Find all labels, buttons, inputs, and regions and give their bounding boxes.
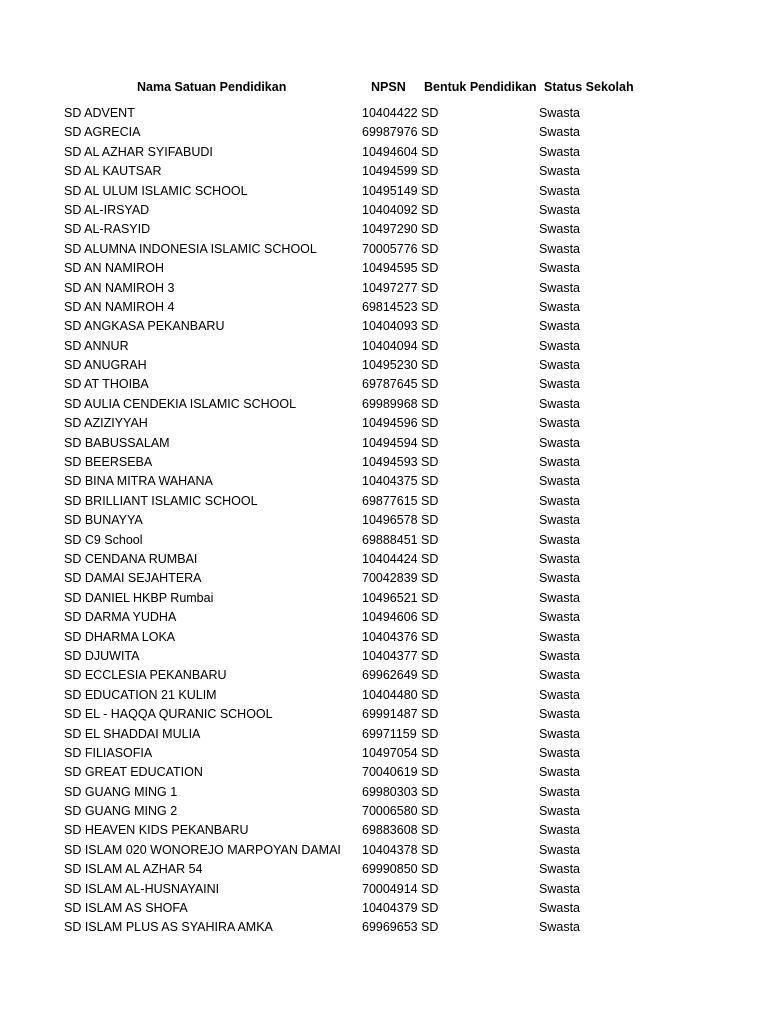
table-row [0,531,768,550]
cell-npsn: 10404093 [362,319,418,334]
cell-bentuk: SD [421,629,439,644]
cell-bentuk: SD [421,493,439,508]
cell-status: Swasta [539,842,580,857]
cell-nama: SD ANNUR [64,338,129,353]
cell-npsn: 69814523 [362,299,418,314]
cell-nama: SD ISLAM AL-HUSNAYAINI [64,881,220,896]
cell-nama: SD FILIASOFIA [64,745,153,760]
cell-npsn: 10494595 [362,261,418,276]
cell-nama: SD DANIEL HKBP Rumbai [64,590,214,605]
table-row [0,375,768,394]
cell-bentuk: SD [421,726,439,741]
cell-bentuk: SD [421,901,439,916]
table-row [0,821,768,840]
cell-npsn: 10494599 [362,164,418,179]
cell-npsn: 69962649 [362,668,418,683]
cell-status: Swasta [539,164,580,179]
cell-bentuk: SD [421,377,439,392]
table-row [0,104,768,123]
cell-npsn: 69787645 [362,377,418,392]
cell-nama: SD DAMAI SEJAHTERA [64,571,202,586]
cell-status: Swasta [539,532,580,547]
cell-npsn: 10404424 [362,551,418,566]
cell-npsn: 69987976 [362,125,418,140]
cell-status: Swasta [539,804,580,819]
cell-bentuk: SD [421,261,439,276]
cell-npsn: 69969653 [362,920,418,935]
cell-bentuk: SD [421,164,439,179]
cell-nama: SD EL - HAQQA QURANIC SCHOOL [64,707,273,722]
table-row [0,589,768,608]
cell-npsn: 10497277 [362,280,418,295]
table-header [0,78,768,98]
cell-bentuk: SD [421,745,439,760]
cell-status: Swasta [539,881,580,896]
cell-npsn: 10404378 [362,842,418,857]
table-body [0,104,768,938]
table-row [0,240,768,259]
cell-nama: SD AN NAMIROH 3 [64,280,175,295]
table-row [0,220,768,239]
cell-status: Swasta [539,222,580,237]
table-row [0,434,768,453]
cell-status: Swasta [539,610,580,625]
cell-bentuk: SD [421,474,439,489]
cell-bentuk: SD [421,183,439,198]
cell-nama: SD CENDANA RUMBAI [64,551,198,566]
table-row [0,783,768,802]
cell-nama: SD AN NAMIROH 4 [64,299,175,314]
table-row [0,628,768,647]
table-row [0,298,768,317]
cell-bentuk: SD [421,222,439,237]
cell-nama: SD AGRECIA [64,125,141,140]
cell-nama: SD BRILLIANT ISLAMIC SCHOOL [64,493,258,508]
cell-nama: SD ALUMNA INDONESIA ISLAMIC SCHOOL [64,241,317,256]
cell-npsn: 10494594 [362,435,418,450]
table-row [0,492,768,511]
cell-npsn: 69971159 [362,726,417,741]
cell-bentuk: SD [421,784,439,799]
table-row [0,686,768,705]
cell-bentuk: SD [421,765,439,780]
cell-nama: SD ISLAM AL AZHAR 54 [64,862,203,877]
cell-bentuk: SD [421,823,439,838]
cell-nama: SD AN NAMIROH [64,261,165,276]
cell-npsn: 70042839 [362,571,418,586]
cell-bentuk: SD [421,455,439,470]
cell-npsn: 70040619 [362,765,418,780]
cell-npsn: 70006580 [362,804,418,819]
cell-npsn: 69990850 [362,862,418,877]
cell-npsn: 10404094 [362,338,418,353]
cell-nama: SD BEERSEBA [64,455,153,470]
cell-nama: SD ANUGRAH [64,358,147,373]
cell-nama: SD EDUCATION 21 KULIM [64,687,217,702]
cell-npsn: 10494606 [362,610,418,625]
cell-nama: SD AL-IRSYAD [64,202,150,217]
cell-bentuk: SD [421,338,439,353]
cell-npsn: 10497054 [362,745,418,760]
cell-bentuk: SD [421,416,439,431]
cell-status: Swasta [539,202,580,217]
cell-nama: SD BINA MITRA WAHANA [64,474,213,489]
cell-bentuk: SD [421,241,439,256]
table-row [0,337,768,356]
table-row [0,472,768,491]
cell-nama: SD DHARMA LOKA [64,629,176,644]
cell-bentuk: SD [421,551,439,566]
cell-nama: SD GUANG MING 1 [64,784,178,799]
cell-npsn: 10404422 [362,106,418,120]
cell-status: Swasta [539,920,580,935]
cell-npsn: 69991487 [362,707,418,722]
cell-status: Swasta [539,784,580,799]
cell-status: Swasta [539,590,580,605]
table-row [0,414,768,433]
cell-npsn: 69888451 [362,532,418,547]
cell-status: Swasta [539,493,580,508]
cell-nama: SD C9 School [64,532,143,547]
cell-bentuk: SD [421,532,439,547]
cell-npsn: 69877615 [362,493,418,508]
cell-status: Swasta [539,629,580,644]
cell-nama: SD AL KAUTSAR [64,164,162,179]
cell-bentuk: SD [421,668,439,683]
cell-bentuk: SD [421,435,439,450]
cell-bentuk: SD [421,202,439,217]
cell-nama: SD DJUWITA [64,648,140,663]
table-row [0,763,768,782]
cell-nama: SD EL SHADDAI MULIA [64,726,201,741]
cell-status: Swasta [539,183,580,198]
cell-status: Swasta [539,648,580,663]
cell-nama: SD ISLAM PLUS AS SYAHIRA AMKA [64,920,273,935]
cell-bentuk: SD [421,804,439,819]
cell-npsn: 10404377 [362,648,418,663]
table-row [0,317,768,336]
table-row [0,259,768,278]
cell-npsn: 10495149 [362,183,418,198]
cell-status: Swasta [539,687,580,702]
cell-nama: SD AL ULUM ISLAMIC SCHOOL [64,183,248,198]
cell-npsn: 70005776 [362,241,418,256]
table-row [0,725,768,744]
cell-npsn: 10495230 [362,358,418,373]
cell-npsn: 69989968 [362,396,418,411]
cell-nama: SD AL AZHAR SYIFABUDI [64,144,213,159]
table-row [0,356,768,375]
table-row [0,550,768,569]
cell-npsn: 10404375 [362,474,418,489]
table-row [0,744,768,763]
cell-bentuk: SD [421,571,439,586]
table-row [0,880,768,899]
cell-status: Swasta [539,435,580,450]
cell-bentuk: SD [421,707,439,722]
cell-bentuk: SD [421,358,439,373]
cell-status: Swasta [539,668,580,683]
cell-nama: SD DARMA YUDHA [64,610,177,625]
header-status: Status Sekolah [544,80,634,94]
cell-status: Swasta [539,261,580,276]
table-row [0,860,768,879]
cell-bentuk: SD [421,125,439,140]
cell-status: Swasta [539,144,580,159]
cell-nama: SD ISLAM 020 WONOREJO MARPOYAN DAMAI [64,842,341,857]
cell-status: Swasta [539,299,580,314]
table-row [0,123,768,142]
header-nama: Nama Satuan Pendidikan [137,80,287,94]
cell-npsn: 10496521 [362,590,418,605]
cell-bentuk: SD [421,687,439,702]
cell-status: Swasta [539,571,580,586]
cell-status: Swasta [539,551,580,566]
cell-status: Swasta [539,745,580,760]
cell-nama: SD GUANG MING 2 [64,804,178,819]
table-row [0,162,768,181]
cell-nama: SD ECCLESIA PEKANBARU [64,668,227,683]
table-row [0,279,768,298]
cell-status: Swasta [539,455,580,470]
cell-status: Swasta [539,338,580,353]
cell-nama: SD AT THOIBA [64,377,149,392]
cell-status: Swasta [539,377,580,392]
cell-nama: SD AL-RASYID [64,222,151,237]
table-row [0,841,768,860]
cell-status: Swasta [539,823,580,838]
cell-bentuk: SD [421,396,439,411]
cell-npsn: 10404092 [362,202,418,217]
cell-nama: SD ANGKASA PEKANBARU [64,319,225,334]
cell-npsn: 10497290 [362,222,418,237]
table-row [0,143,768,162]
table-row [0,511,768,530]
cell-status: Swasta [539,474,580,489]
cell-status: Swasta [539,416,580,431]
cell-status: Swasta [539,901,580,916]
cell-npsn: 69883608 [362,823,418,838]
cell-bentuk: SD [421,648,439,663]
cell-npsn: 10404379 [362,901,418,916]
cell-npsn: 10404480 [362,687,418,702]
cell-npsn: 69980303 [362,784,418,799]
cell-npsn: 10404376 [362,629,418,644]
cell-npsn: 10494596 [362,416,418,431]
cell-status: Swasta [539,513,580,528]
cell-bentuk: SD [421,881,439,896]
cell-bentuk: SD [421,590,439,605]
cell-npsn: 70004914 [362,881,418,896]
cell-bentuk: SD [421,280,439,295]
cell-bentuk: SD [421,106,439,120]
cell-bentuk: SD [421,920,439,935]
cell-status: Swasta [539,125,580,140]
table-row [0,569,768,588]
cell-status: Swasta [539,319,580,334]
cell-status: Swasta [539,765,580,780]
table-row [0,666,768,685]
cell-status: Swasta [539,396,580,411]
cell-nama: SD ADVENT [64,106,135,120]
cell-nama: SD AZIZIYYAH [64,416,148,431]
cell-bentuk: SD [421,319,439,334]
cell-status: Swasta [539,358,580,373]
table-row [0,453,768,472]
cell-bentuk: SD [421,144,439,159]
cell-status: Swasta [539,106,580,120]
cell-bentuk: SD [421,842,439,857]
header-bentuk: Bentuk Pendidikan [424,80,537,94]
cell-status: Swasta [539,241,580,256]
table-row [0,201,768,220]
cell-nama: SD AULIA CENDEKIA ISLAMIC SCHOOL [64,396,297,411]
cell-bentuk: SD [421,610,439,625]
cell-npsn: 10496578 [362,513,418,528]
cell-bentuk: SD [421,513,439,528]
cell-npsn: 10494593 [362,455,418,470]
table-row [0,608,768,627]
cell-status: Swasta [539,707,580,722]
cell-bentuk: SD [421,862,439,877]
table-row [0,647,768,666]
cell-nama: SD BUNAYYA [64,513,143,528]
table-row [0,918,768,937]
cell-nama: SD GREAT EDUCATION [64,765,203,780]
header-npsn: NPSN [371,80,406,94]
cell-npsn: 10494604 [362,144,418,159]
cell-nama: SD HEAVEN KIDS PEKANBARU [64,823,249,838]
table-row [0,395,768,414]
cell-status: Swasta [539,726,580,741]
table-row [0,802,768,821]
cell-nama: SD BABUSSALAM [64,435,170,450]
cell-status: Swasta [539,862,580,877]
table-row [0,705,768,724]
cell-status: Swasta [539,280,580,295]
cell-nama: SD ISLAM AS SHOFA [64,901,188,916]
table-row [0,899,768,918]
cell-bentuk: SD [421,299,439,314]
table-row [0,182,768,201]
